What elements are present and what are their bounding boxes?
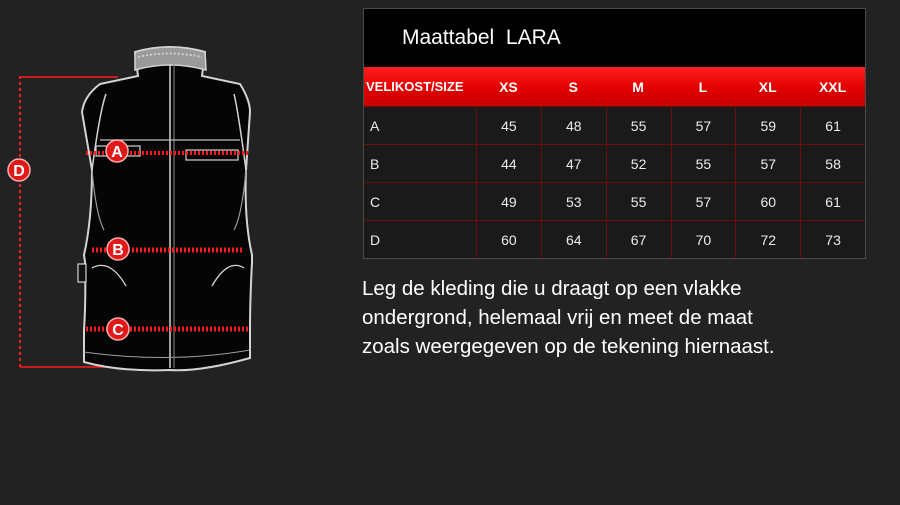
table-cell: 55 <box>606 107 671 144</box>
table-cell: 72 <box>735 221 800 258</box>
row-label: B <box>370 155 380 172</box>
table-cell: 61 <box>800 183 865 220</box>
header-size-label: VELIKOST/SIZE <box>366 79 464 94</box>
vest-drawing <box>78 47 252 370</box>
table-cell: 57 <box>735 145 800 182</box>
table-cell: 44 <box>476 145 541 182</box>
table-cell: 45 <box>476 107 541 144</box>
table-title: Maattabel LARA <box>364 9 865 67</box>
marker-a-label: A <box>111 144 123 161</box>
size-table <box>363 8 866 259</box>
table-row-b <box>364 144 865 182</box>
table-cell: 58 <box>800 145 865 182</box>
table-row-d <box>364 220 865 258</box>
instructions-line: ondergrond, helemaal vrij en meet de maat <box>362 306 753 329</box>
header-xs: XS <box>499 78 518 95</box>
vest-measurement-illustration <box>0 0 360 500</box>
marker-d-label: D <box>13 163 25 180</box>
table-row-c <box>364 182 865 220</box>
table-cell: 48 <box>541 107 606 144</box>
marker-c-label: C <box>112 322 124 339</box>
table-cell: 57 <box>671 183 736 220</box>
table-cell: 59 <box>735 107 800 144</box>
table-cell: 47 <box>541 145 606 182</box>
marker-d <box>8 159 30 181</box>
header-xxl: XXL <box>818 78 847 95</box>
row-label: D <box>370 231 381 248</box>
table-cell: 55 <box>606 183 671 220</box>
header-xl: XL <box>758 78 777 95</box>
marker-b-label: B <box>112 242 124 259</box>
table-cell: 61 <box>800 107 865 144</box>
row-label: C <box>370 193 381 210</box>
marker-b <box>107 238 129 260</box>
table-cell: 52 <box>606 145 671 182</box>
table-cell: 49 <box>476 183 541 220</box>
measuring-instructions <box>362 274 882 361</box>
table-cell: 73 <box>800 221 865 258</box>
header-l: L <box>698 78 708 95</box>
table-row-a <box>364 106 865 144</box>
table-cell: 67 <box>606 221 671 258</box>
table-cell: 60 <box>476 221 541 258</box>
table-cell: 64 <box>541 221 606 258</box>
table-cell: 53 <box>541 183 606 220</box>
instructions-line: zoals weergegeven op de tekening hiernaast. <box>362 335 775 358</box>
table-cell: 57 <box>671 107 736 144</box>
marker-a <box>106 140 128 162</box>
instructions-line: Leg de kleding die u draagt op een vlakke <box>362 277 742 300</box>
row-label: A <box>370 117 380 134</box>
table-cell: 60 <box>735 183 800 220</box>
table-cell: 55 <box>671 145 736 182</box>
header-s: S <box>568 78 578 95</box>
table-header <box>364 67 865 106</box>
table-cell: 70 <box>671 221 736 258</box>
header-m: M <box>632 78 644 95</box>
marker-c <box>107 318 129 340</box>
